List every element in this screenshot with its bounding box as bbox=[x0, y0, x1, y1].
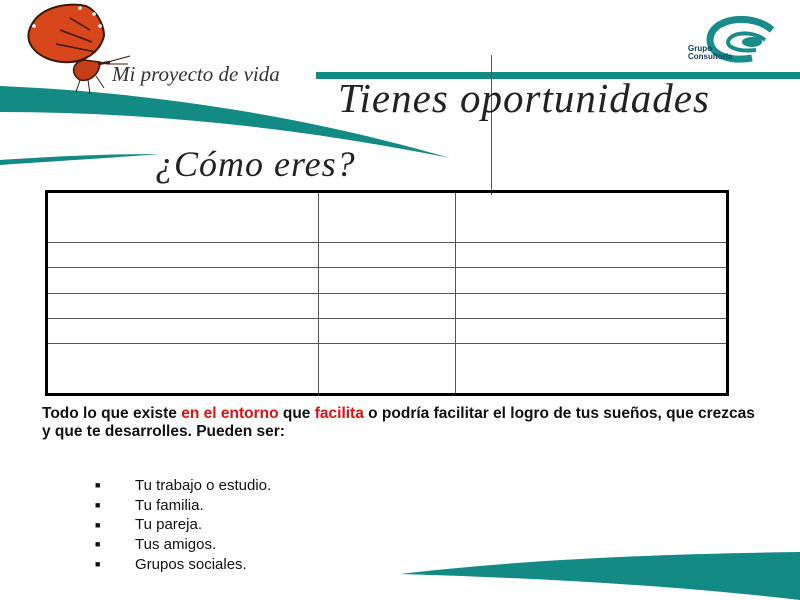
table-row bbox=[47, 293, 728, 318]
logo-line-1: Grupo bbox=[688, 44, 712, 53]
teal-swoosh-bottom bbox=[400, 552, 800, 600]
list-item bbox=[95, 476, 271, 496]
table-cell bbox=[47, 268, 319, 293]
bullet-icon: ■ bbox=[95, 559, 101, 570]
slide-title: Tienes oportunidades bbox=[338, 75, 710, 121]
table-cell bbox=[319, 192, 455, 243]
table-cell bbox=[47, 344, 319, 395]
table-cell bbox=[47, 293, 319, 318]
list-item-label: Tu pareja. bbox=[135, 516, 202, 534]
table-cell bbox=[319, 242, 455, 267]
logo-line-2: Consultoría bbox=[688, 52, 733, 61]
intro-highlight-facilita: facilita bbox=[314, 405, 364, 422]
table-row bbox=[47, 344, 728, 395]
table-cell bbox=[455, 192, 727, 243]
table-cell bbox=[47, 242, 319, 267]
table-cell bbox=[319, 268, 455, 293]
logo-text bbox=[688, 45, 732, 61]
table-cell bbox=[319, 293, 455, 318]
list-item-label: Grupos sociales. bbox=[135, 555, 247, 573]
table-row bbox=[47, 318, 728, 343]
table-cell bbox=[319, 344, 455, 395]
list-item bbox=[95, 535, 271, 555]
list-item bbox=[95, 496, 271, 516]
brand-subtitle: Mi proyecto de vida bbox=[112, 62, 280, 86]
table-cell bbox=[455, 268, 727, 293]
opportunities-list bbox=[95, 476, 271, 574]
table-cell bbox=[455, 242, 727, 267]
slide-subtitle: ¿Cómo eres? bbox=[155, 144, 356, 184]
table-cell bbox=[455, 344, 727, 395]
list-item-label: Tus amigos. bbox=[135, 536, 217, 554]
table-cell bbox=[319, 318, 455, 343]
empty-table bbox=[45, 190, 729, 396]
table-row bbox=[47, 268, 728, 293]
teal-swoosh-thin bbox=[0, 154, 160, 165]
table-cell bbox=[47, 192, 319, 243]
list-item-label: Tu familia. bbox=[135, 496, 204, 514]
intro-paragraph bbox=[42, 405, 762, 441]
intro-highlight-entorno: en el entorno bbox=[181, 405, 279, 422]
list-item-label: Tu trabajo o estudio. bbox=[135, 477, 272, 494]
intro-text-1: Todo lo que existe bbox=[42, 405, 182, 422]
bullet-icon: ■ bbox=[95, 500, 101, 511]
bullet-icon: ■ bbox=[95, 480, 101, 491]
table-cell bbox=[455, 293, 727, 318]
list-item bbox=[95, 515, 271, 535]
intro-text-2: que bbox=[278, 405, 315, 422]
list-item bbox=[95, 555, 271, 575]
table-cell bbox=[47, 318, 319, 343]
table-cell bbox=[455, 318, 727, 343]
intro-text-3: o podría facilitar el logro de tus sueños, que crezcas y que te desarrolles. Pueden ser: bbox=[42, 405, 755, 440]
bullet-icon: ■ bbox=[95, 539, 101, 550]
bullet-icon: ■ bbox=[95, 519, 101, 530]
table-row bbox=[47, 242, 728, 267]
table-row bbox=[47, 192, 728, 243]
